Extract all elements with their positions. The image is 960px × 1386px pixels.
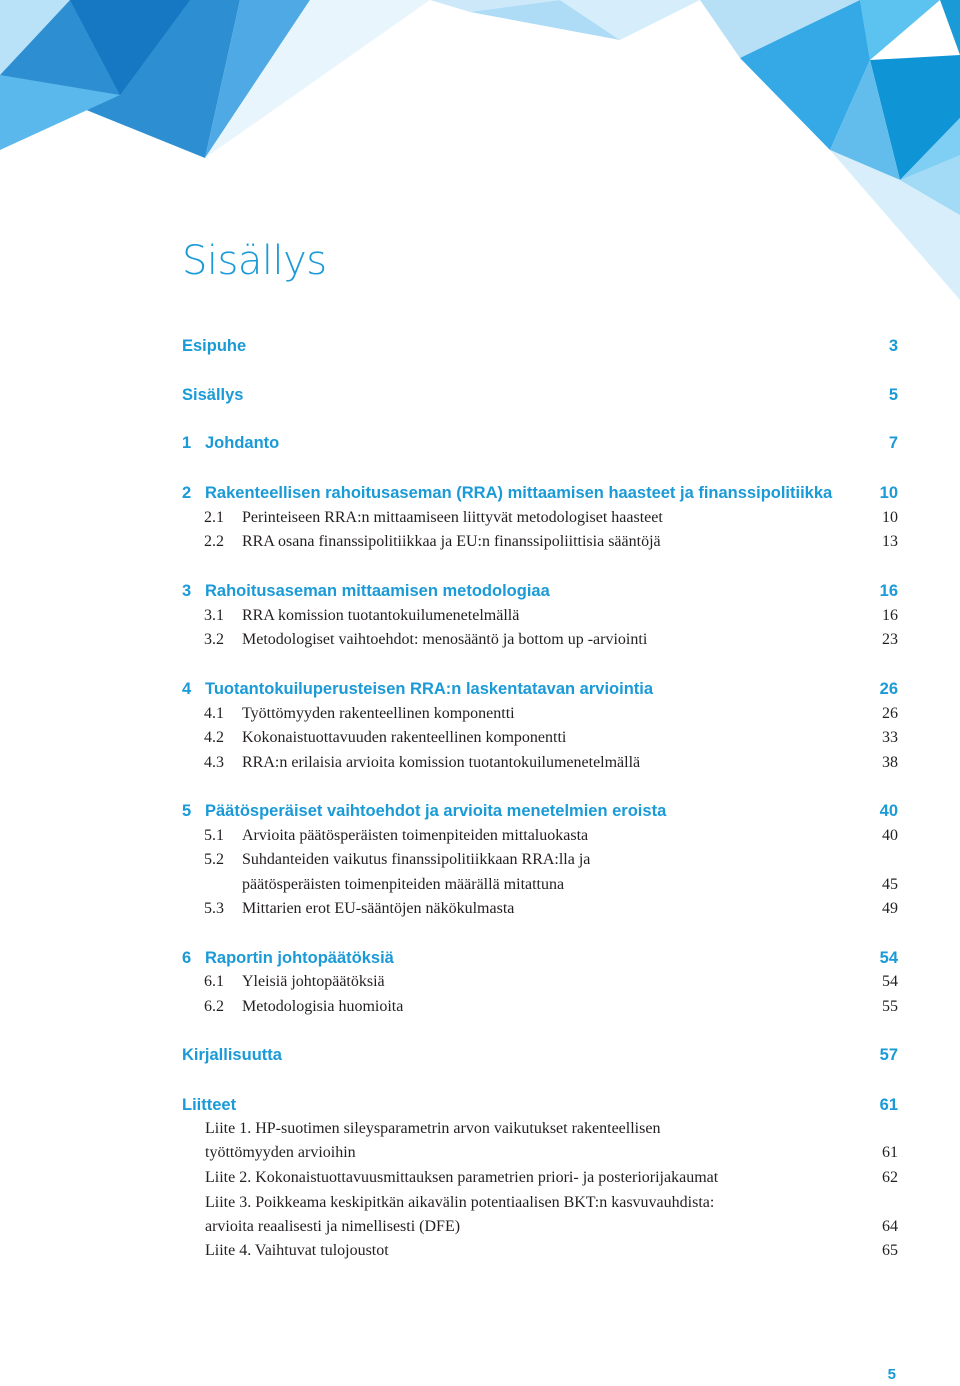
toc-entry-page: 16 bbox=[879, 582, 898, 600]
toc-entry[interactable] bbox=[182, 729, 898, 753]
toc-entry-title: Päätösperäiset vaihtoehdot ja arvioita menetelmien eroista bbox=[205, 802, 667, 820]
toc-entry[interactable] bbox=[182, 754, 898, 778]
toc-entry[interactable] bbox=[182, 876, 898, 900]
toc-entry-title: Johdanto bbox=[205, 434, 280, 452]
toc-entry[interactable] bbox=[182, 1194, 898, 1218]
toc-entry-page: 61 bbox=[879, 1096, 898, 1114]
decorative-banner bbox=[0, 0, 960, 300]
toc-entry-title: Rahoitusaseman mittaamisen metodologiaa bbox=[205, 582, 550, 600]
toc-heading[interactable] bbox=[182, 949, 898, 973]
toc-entry-title: Metodologiset vaihtoehdot: menosääntö ja bottom up -arviointi bbox=[242, 631, 648, 648]
toc-entry-title: Mittarien erot EU-sääntöjen näkökulmasta bbox=[242, 900, 515, 917]
toc-entry-page: 16 bbox=[882, 607, 898, 624]
footer-page-number: 5 bbox=[887, 1366, 896, 1383]
toc-entry-title: Arvioita päätösperäisten toimenpiteiden mittaluokasta bbox=[242, 827, 589, 844]
toc-heading[interactable] bbox=[182, 434, 898, 458]
toc-entry-title: Metodologisia huomioita bbox=[242, 998, 404, 1015]
toc-entry-number: 5.3 bbox=[204, 900, 224, 917]
toc-entry-page: 61 bbox=[882, 1144, 898, 1161]
toc-entry-number: 6.1 bbox=[204, 973, 224, 990]
toc-entry-page: 40 bbox=[882, 827, 898, 844]
toc-entry-title: Raportin johtopäätöksiä bbox=[205, 949, 394, 967]
toc-entry[interactable] bbox=[182, 998, 898, 1022]
toc-entry-number: 5 bbox=[182, 802, 192, 820]
toc-entry-number: 4 bbox=[182, 680, 192, 698]
toc-entry-page: 45 bbox=[882, 876, 898, 893]
toc-heading[interactable] bbox=[182, 582, 898, 606]
toc-entry[interactable] bbox=[182, 1218, 898, 1242]
toc-entry-number: 4.2 bbox=[204, 729, 224, 746]
page-title: Sisällys bbox=[182, 238, 327, 284]
toc-entry-number: 2.2 bbox=[204, 533, 224, 550]
toc-entry[interactable] bbox=[182, 1120, 898, 1144]
toc-entry-page: 57 bbox=[879, 1046, 898, 1064]
toc-entry-number: 3 bbox=[182, 582, 192, 600]
toc-entry-title: arvioita reaalisesti ja nimellisesti (DFE) bbox=[205, 1218, 461, 1235]
toc-entry[interactable] bbox=[182, 509, 898, 533]
toc-entry-title: Liite 1. HP-suotimen sileysparametrin arvon vaikutukset rakenteellisen bbox=[205, 1120, 661, 1137]
toc-entry-page: 49 bbox=[882, 900, 898, 917]
toc-entry-page: 33 bbox=[882, 729, 898, 746]
toc-entry-title: Rakenteellisen rahoitusaseman (RRA) mittaamisen haasteet ja finanssipolitiikka bbox=[205, 484, 833, 502]
toc-entry[interactable] bbox=[182, 1144, 898, 1168]
toc-entry-page: 26 bbox=[882, 705, 898, 722]
toc-entry-title: RRA osana finanssipolitiikkaa ja EU:n finanssipoliittisia sääntöjä bbox=[242, 533, 661, 550]
toc-entry-title: Kokonaistuottavuuden rakenteellinen komponentti bbox=[242, 729, 567, 746]
toc-entry-title: RRA:n erilaisia arvioita komission tuotantokuilumenetelmällä bbox=[242, 754, 641, 771]
toc-heading[interactable] bbox=[182, 386, 898, 410]
toc-entry-number: 6.2 bbox=[204, 998, 224, 1015]
toc-entry-title: Liitteet bbox=[182, 1096, 237, 1114]
toc-entry[interactable] bbox=[182, 827, 898, 851]
toc-entry-page: 38 bbox=[882, 754, 898, 771]
toc-entry[interactable] bbox=[182, 851, 898, 875]
toc-entry-number: 4.1 bbox=[204, 705, 224, 722]
toc-heading[interactable] bbox=[182, 802, 898, 826]
toc-entry-page: 40 bbox=[879, 802, 898, 820]
toc-entry-page: 13 bbox=[882, 533, 898, 550]
toc-entry-title: Suhdanteiden vaikutus finanssipolitiikkaan RRA:lla ja bbox=[242, 851, 591, 868]
toc-entry-title: Liite 4. Vaihtuvat tulojoustot bbox=[205, 1242, 389, 1259]
toc-entry-page: 62 bbox=[882, 1169, 898, 1186]
toc-entry-page: 64 bbox=[882, 1218, 898, 1235]
toc-entry-page: 7 bbox=[888, 434, 898, 452]
toc-entry[interactable] bbox=[182, 973, 898, 997]
toc-entry-number: 5.1 bbox=[204, 827, 224, 844]
toc-entry-page: 55 bbox=[882, 998, 898, 1015]
toc-entry-number: 1 bbox=[182, 434, 192, 452]
toc-entry-number: 5.2 bbox=[204, 851, 224, 868]
toc-entry-title: Sisällys bbox=[182, 386, 244, 404]
toc-entry-number: 4.3 bbox=[204, 754, 224, 771]
toc-entry-page: 5 bbox=[888, 386, 898, 404]
toc-entry[interactable] bbox=[182, 607, 898, 631]
toc-entry-page: 26 bbox=[879, 680, 898, 698]
toc-entry-title: Yleisiä johtopäätöksiä bbox=[242, 973, 385, 990]
toc-entry-number: 3.1 bbox=[204, 607, 224, 624]
toc-entry-page: 10 bbox=[879, 484, 898, 502]
toc-entry-title: Esipuhe bbox=[182, 337, 247, 355]
toc-heading[interactable] bbox=[182, 1096, 898, 1120]
toc-entry-title: Liite 3. Poikkeama keskipitkän aikavälin potentiaalisen BKT:n kasvuvauhdista: bbox=[205, 1194, 715, 1211]
toc-entry[interactable] bbox=[182, 900, 898, 924]
toc-entry-title: Työttömyyden rakenteellinen komponentti bbox=[242, 705, 515, 722]
toc-entry-number: 2 bbox=[182, 484, 192, 502]
toc-heading[interactable] bbox=[182, 1046, 898, 1070]
toc-entry-page: 54 bbox=[882, 973, 898, 990]
toc-heading[interactable] bbox=[182, 680, 898, 704]
toc-entry-number: 3.2 bbox=[204, 631, 224, 648]
toc-entry-number: 6 bbox=[182, 949, 192, 967]
toc-entry-page: 54 bbox=[879, 949, 898, 967]
toc-entry-page: 65 bbox=[882, 1242, 898, 1259]
toc-heading[interactable] bbox=[182, 337, 898, 361]
toc-entry[interactable] bbox=[182, 1242, 898, 1266]
toc-entry-title: päätösperäisten toimenpiteiden määrällä mitattuna bbox=[242, 876, 565, 893]
toc-entry-title: RRA komission tuotantokuilumenetelmällä bbox=[242, 607, 520, 624]
toc-entry-number: 2.1 bbox=[204, 509, 224, 526]
toc-entry-page: 23 bbox=[882, 631, 898, 648]
toc-entry-title: Kirjallisuutta bbox=[182, 1046, 282, 1064]
toc-entry-page: 10 bbox=[882, 509, 898, 526]
toc-entry-title: työttömyyden arvioihin bbox=[205, 1144, 356, 1161]
toc-entry-title: Tuotantokuiluperusteisen RRA:n laskentatavan arviointia bbox=[205, 680, 654, 698]
toc-entry[interactable] bbox=[182, 1169, 898, 1193]
toc-entry-page: 3 bbox=[888, 337, 898, 355]
toc-entry[interactable] bbox=[182, 705, 898, 729]
toc-entry-title: Liite 2. Kokonaistuottavuusmittauksen parametrien priori- ja posteriorijakaumat bbox=[205, 1169, 719, 1186]
toc-entry[interactable] bbox=[182, 533, 898, 557]
toc-entry-title: Perinteiseen RRA:n mittaamiseen liittyvät metodologiset haasteet bbox=[242, 509, 663, 526]
toc-entry[interactable] bbox=[182, 631, 898, 655]
toc-heading[interactable] bbox=[182, 484, 898, 508]
